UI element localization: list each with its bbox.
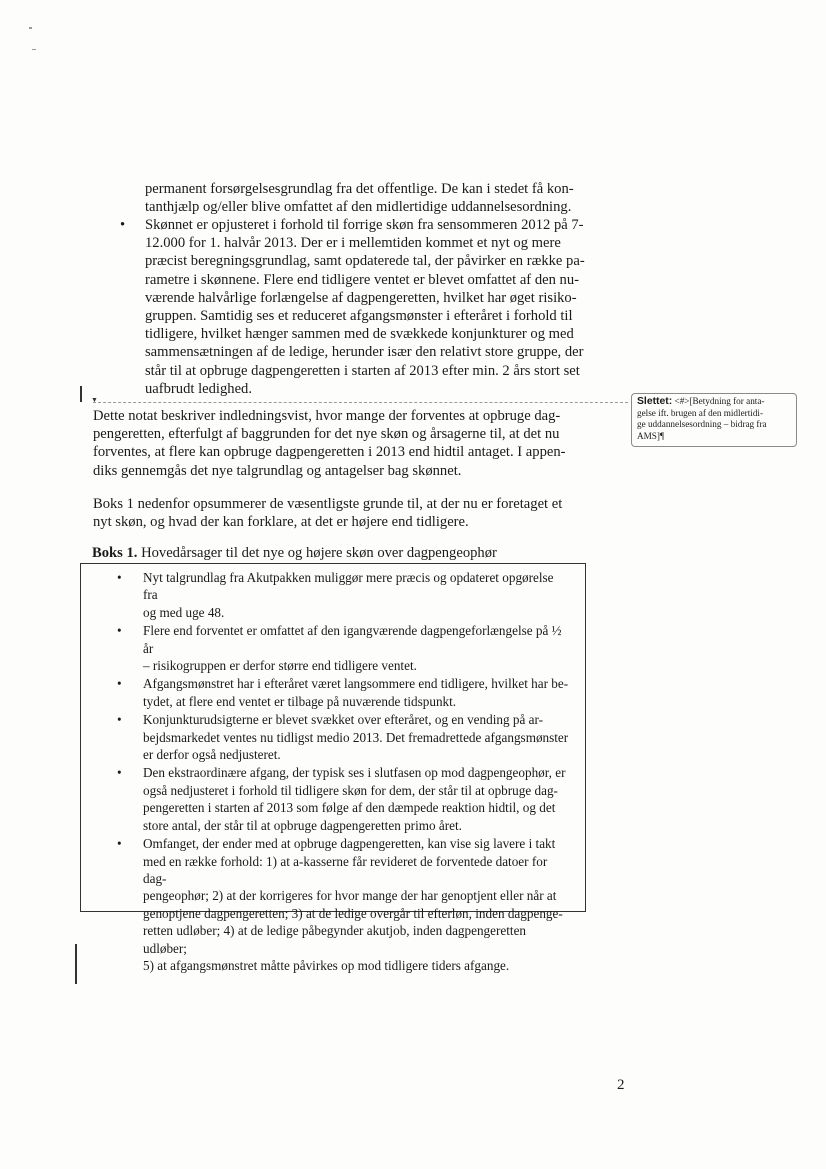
list-item <box>81 835 581 974</box>
comment-text: ge uddannelsesordning – bidrag fra <box>637 419 767 429</box>
scan-speck <box>29 27 32 29</box>
comment-text: gelse ift. brugen af den midlertidi- <box>637 407 764 418</box>
bullet-icon: • <box>117 570 122 585</box>
bullet-icon: • <box>117 836 122 852</box>
text-line: gruppen. Samtidig ses et reduceret afgangsmønster i efteråret i forhold til <box>145 308 573 325</box>
text-line: 5) at afgangsmønstret måtte påvirkes op mod tidligere tiders afgange. <box>143 957 510 973</box>
intro-paragraph <box>93 407 593 480</box>
text-line: store antal, der står til at opbruge dagpengeretten primo året. <box>143 817 462 833</box>
text-line: Afgangsmønstret har i efteråret været langsommere end tidligere, hvilket har be- <box>143 676 569 692</box>
text-line: og med uge 48. <box>143 604 225 620</box>
page-number: 2 <box>617 1077 625 1093</box>
text-line: præcist beregningsgrundlag, samt opdaterede tal, der påvirker en række pa- <box>145 253 585 270</box>
text-line: værende halvårlige forlængelse af dagpengeretten, hvilket har øget risiko- <box>145 289 577 306</box>
comment-text: <#>[Betydning for anta- <box>674 396 765 406</box>
text-line: Omfanget, der ender med at opbruge dagpengeretten, kan vise sig lavere i takt <box>143 836 556 852</box>
text-line: 12.000 for 1. halvår 2013. Der er i mellemtiden kommet et nyt og mere <box>145 235 561 252</box>
text-line: også nedjusteret i forhold til tidligere skøn for dem, der står til at opbruge dag- <box>143 782 558 798</box>
box-list <box>81 569 581 975</box>
text-line: Flere end forventet er omfattet af den igangværende dagpengeforlængelse på ½ år <box>143 623 562 656</box>
list-item <box>81 711 581 763</box>
text-line: Skønnet er opjusteret i forhold til forrige skøn fra sensommeren 2012 på 7- <box>145 217 584 233</box>
deletion-comment-balloon[interactable] <box>631 393 797 447</box>
list-item <box>81 622 581 674</box>
list-item <box>81 569 581 621</box>
box-title-number: Boks 1. <box>92 545 138 561</box>
list-item <box>81 764 581 834</box>
bullet-icon: • <box>117 623 122 639</box>
text-line: tydet, at flere end ventet er tilbage på nuværende tidspunkt. <box>143 693 457 709</box>
bullet-icon: • <box>117 676 122 692</box>
text-line: uafbrudt ledighed. <box>145 380 252 397</box>
comment-text: AMS]¶ <box>637 430 665 441</box>
text-line: tanthjælp og/eller blive omfattet af den midlertidige uddannelsesordning. <box>145 199 572 216</box>
scan-speck <box>32 49 36 50</box>
text-line: Den ekstraordinære afgang, der typisk ses i slutfasen op mod dagpengeophør, er <box>143 765 566 781</box>
text-line: nyt skøn, og hvad der kan forklare, at det er højere end tidligere. <box>93 514 469 531</box>
text-line: diks gennemgås det nye talgrundlag og antagelser bag skønnet. <box>93 462 462 479</box>
text-line: med en række forhold: 1) at a-kasserne får revideret de forventede datoer for dag- <box>143 853 548 886</box>
text-line: permanent forsørgelsesgrundlag fra det offentlige. De kan i stedet få kon- <box>145 181 574 197</box>
summary-box <box>80 563 586 973</box>
text-line: pengeretten i starten af 2013 som følge af den dæmpede reaktion hidtil, og det <box>143 800 556 816</box>
comment-connector-line <box>93 402 628 403</box>
text-line: bejdsmarkedet ventes nu tidligst medio 2013. Det fremadrettede afgangsmønster <box>143 729 569 745</box>
text-line: sammensætningen af de ledige, herunder især den relativt store gruppe, der <box>145 344 584 361</box>
text-line: Dette notat beskriver indledningsvist, hvor mange der forventes at opbruge dag- <box>93 408 561 424</box>
text-line: pengeretten, efterfulgt af baggrunden for det nye skøn og årsagerne til, at det nu <box>93 426 560 443</box>
text-line: Konjunkturudsigterne er blevet svækket over efteråret, og en vending på ar- <box>143 712 543 728</box>
text-line: er derfor også nedjusteret. <box>143 747 281 763</box>
bullet-icon: • <box>117 765 122 781</box>
box-intro-paragraph <box>93 495 593 531</box>
text-cursor <box>80 386 82 402</box>
continuation-paragraph <box>145 180 595 216</box>
text-line: tidligere, hvilket hænger sammen med de svækkede konjunkturer og med <box>145 326 574 343</box>
text-line: Nyt talgrundlag fra Akutpakken muliggør mere præcis og opdateret opgørelse fra <box>143 570 554 603</box>
list-item <box>81 675 581 710</box>
text-line: genoptjene dagpengeretten; 3) at de ledige overgår til efterløn, inden dagpenge- <box>143 905 563 921</box>
text-line: retten udløber; 4) at de ledige påbegynder akutjob, inden dagpengeretten udløber; <box>143 923 527 956</box>
text-line: forventes, at flere kan opbruge dagpengeretten i 2013 end hidtil antaget. I appen- <box>93 444 566 461</box>
text-cursor <box>75 944 77 984</box>
text-line: står til at opbruge dagpengeretten i starten af 2013 efter min. 2 års stort set <box>145 362 580 379</box>
bullet-icon: • <box>117 712 122 728</box>
text-line: Boks 1 nedenfor opsummerer de væsentligste grunde til, at der nu er foretaget et <box>93 496 563 512</box>
bullet-icon: • <box>120 217 126 233</box>
text-line: – risikogruppen er derfor større end tidligere ventet. <box>143 658 417 674</box>
insertion-caret-icon: ▼ <box>91 396 98 404</box>
text-line: rametre i skønnene. Flere end tidligere ventet er blevet omfattet af den nu- <box>145 271 579 288</box>
comment-label: Slettet: <box>637 396 673 407</box>
text-line: pengeophør; 2) at der korrigeres for hvor mange der har genoptjent eller når at <box>143 888 557 904</box>
box-title-text: Hovedårsager til det nye og højere skøn over dagpengeophør <box>137 545 497 561</box>
box-title <box>92 545 592 562</box>
